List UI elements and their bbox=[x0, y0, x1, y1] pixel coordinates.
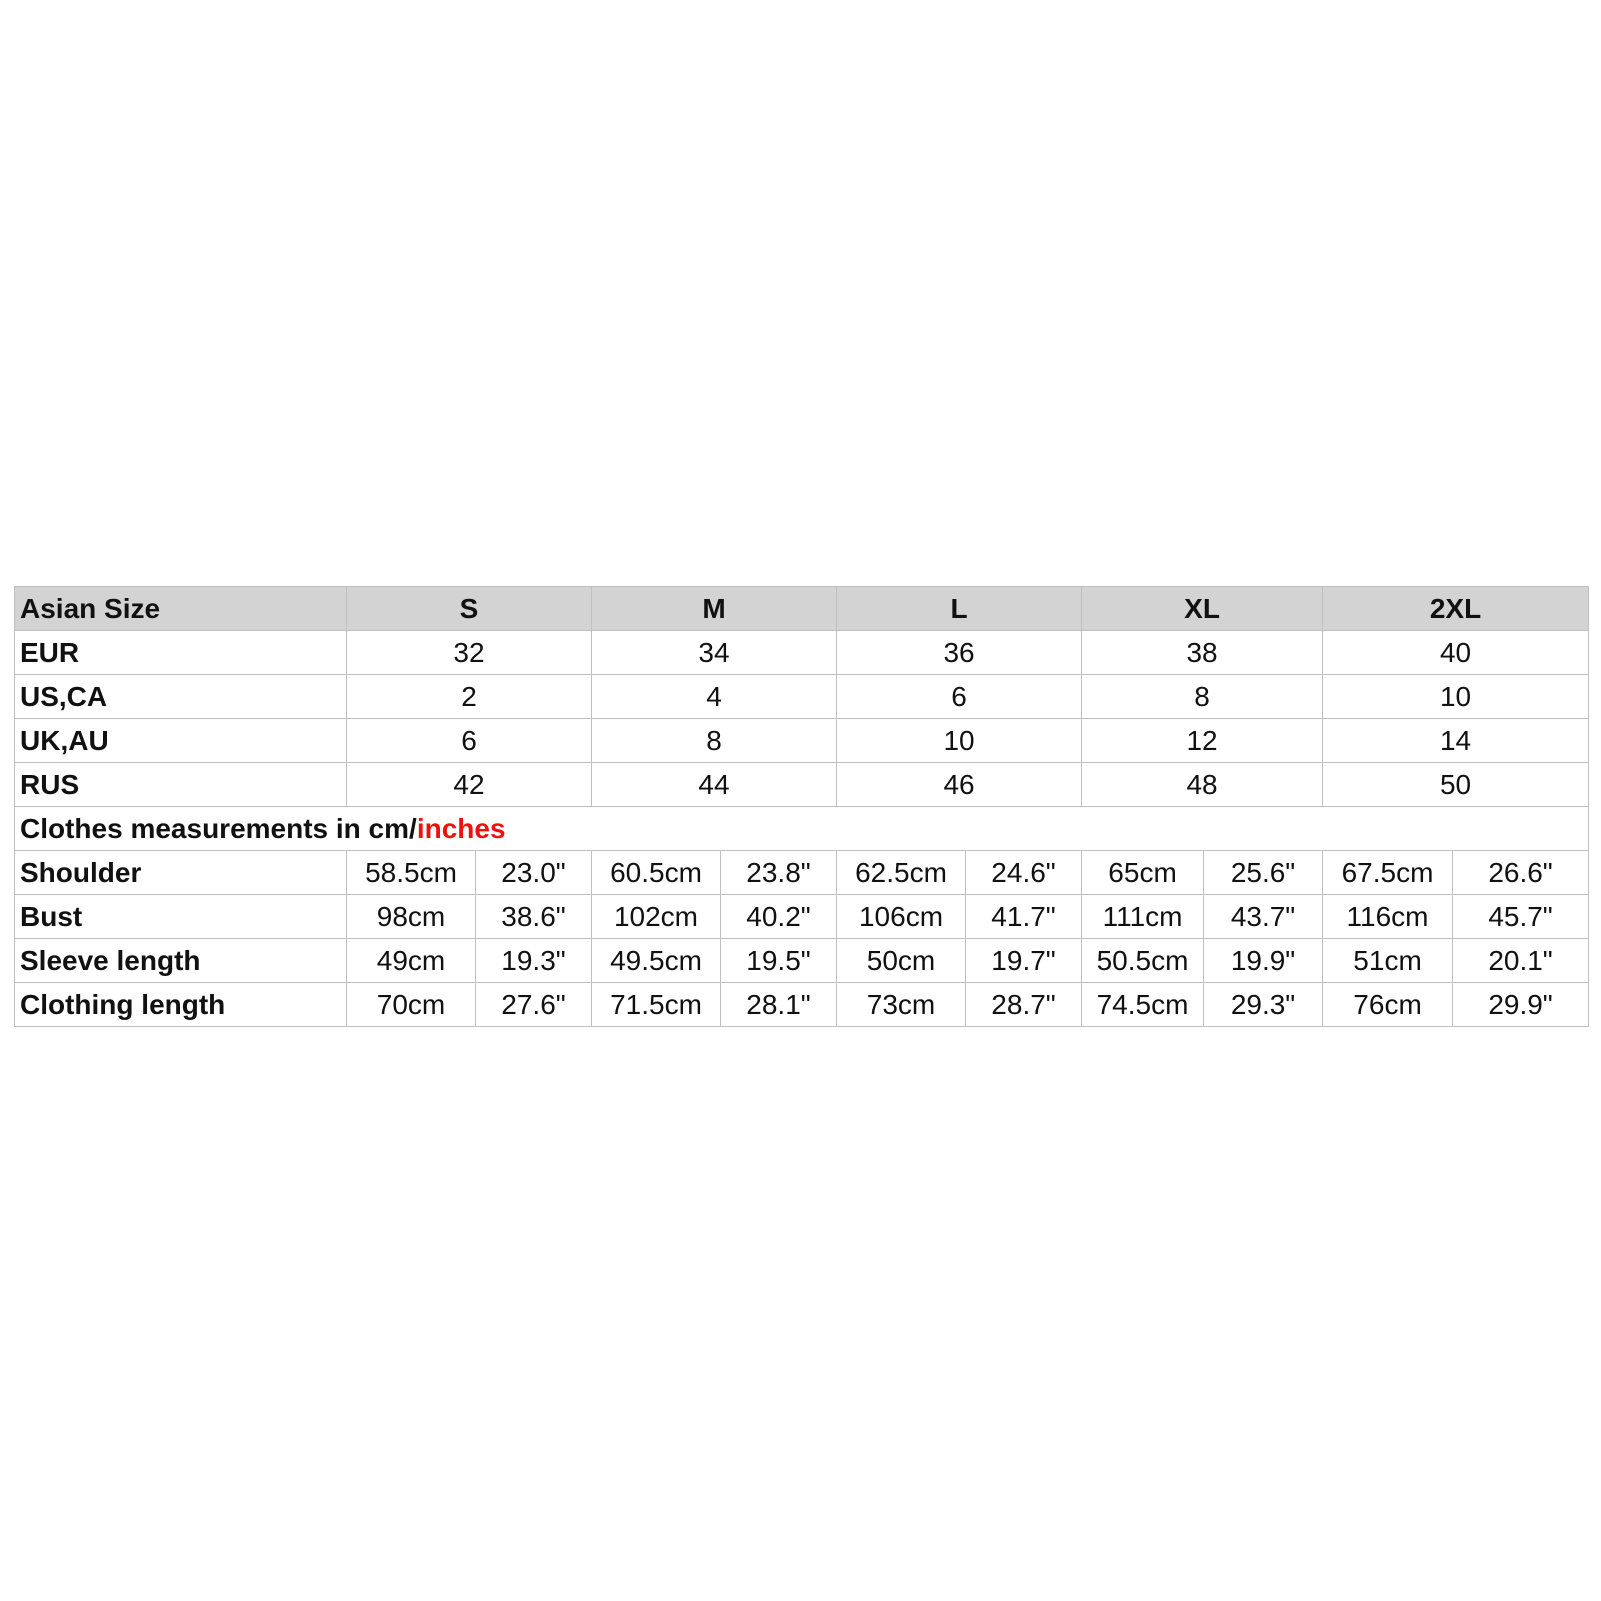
inch-cell: 43.7" bbox=[1204, 895, 1323, 939]
cm-cell: 67.5cm bbox=[1323, 851, 1453, 895]
inch-cell: 41.7" bbox=[966, 895, 1082, 939]
section-suffix: inches bbox=[416, 812, 506, 844]
inch-cell: 19.5" bbox=[721, 939, 837, 983]
table-cell: 36 bbox=[837, 631, 1082, 675]
section-prefix: Clothes measurements in cm/ bbox=[20, 812, 417, 844]
inch-cell: 45.7" bbox=[1453, 895, 1589, 939]
cm-cell: 70cm bbox=[347, 983, 476, 1027]
cm-cell: 102cm bbox=[592, 895, 721, 939]
cm-cell: 51cm bbox=[1323, 939, 1453, 983]
inch-cell: 19.7" bbox=[966, 939, 1082, 983]
size-header-cell: 2XL bbox=[1323, 587, 1589, 631]
inch-cell: 28.1" bbox=[721, 983, 837, 1027]
inch-cell: 23.8" bbox=[721, 851, 837, 895]
inch-cell: 20.1" bbox=[1453, 939, 1589, 983]
table-cell: 32 bbox=[347, 631, 592, 675]
cm-cell: 74.5cm bbox=[1082, 983, 1204, 1027]
size-row-us-ca bbox=[15, 675, 1589, 719]
table-cell: 10 bbox=[837, 719, 1082, 763]
inch-cell: 28.7" bbox=[966, 983, 1082, 1027]
size-row-rus bbox=[15, 763, 1589, 807]
inch-cell: 23.0" bbox=[476, 851, 592, 895]
cm-cell: 50cm bbox=[837, 939, 966, 983]
size-chart bbox=[14, 586, 1588, 1027]
cm-cell: 76cm bbox=[1323, 983, 1453, 1027]
measure-row-shoulder bbox=[15, 851, 1589, 895]
table-cell: 38 bbox=[1082, 631, 1323, 675]
size-row-uk-au bbox=[15, 719, 1589, 763]
table-cell: 8 bbox=[592, 719, 837, 763]
size-row-eur bbox=[15, 631, 1589, 675]
row-label: Bust bbox=[15, 895, 347, 939]
cm-cell: 60.5cm bbox=[592, 851, 721, 895]
table-cell: 50 bbox=[1323, 763, 1589, 807]
inch-cell: 25.6" bbox=[1204, 851, 1323, 895]
table-cell: 12 bbox=[1082, 719, 1323, 763]
table-cell: 14 bbox=[1323, 719, 1589, 763]
table-cell: 42 bbox=[347, 763, 592, 807]
row-label: US,CA bbox=[15, 675, 347, 719]
measure-row-bust bbox=[15, 895, 1589, 939]
inch-cell: 26.6" bbox=[1453, 851, 1589, 895]
cm-cell: 98cm bbox=[347, 895, 476, 939]
inch-cell: 24.6" bbox=[966, 851, 1082, 895]
table-cell: 6 bbox=[837, 675, 1082, 719]
inch-cell: 38.6" bbox=[476, 895, 592, 939]
size-header-cell: XL bbox=[1082, 587, 1323, 631]
cm-cell: 65cm bbox=[1082, 851, 1204, 895]
header-row bbox=[15, 587, 1589, 631]
table-cell: 46 bbox=[837, 763, 1082, 807]
cm-cell: 49cm bbox=[347, 939, 476, 983]
row-label: Sleeve length bbox=[15, 939, 347, 983]
row-label: Clothing length bbox=[15, 983, 347, 1027]
inch-cell: 29.9" bbox=[1453, 983, 1589, 1027]
row-label: Shoulder bbox=[15, 851, 347, 895]
inch-cell: 40.2" bbox=[721, 895, 837, 939]
table-cell: 6 bbox=[347, 719, 592, 763]
size-header-cell: M bbox=[592, 587, 837, 631]
cm-cell: 71.5cm bbox=[592, 983, 721, 1027]
table-cell: 4 bbox=[592, 675, 837, 719]
header-label: Asian Size bbox=[15, 587, 347, 631]
cm-cell: 62.5cm bbox=[837, 851, 966, 895]
size-header-cell: S bbox=[347, 587, 592, 631]
cm-cell: 116cm bbox=[1323, 895, 1453, 939]
table-cell: 2 bbox=[347, 675, 592, 719]
row-label: RUS bbox=[15, 763, 347, 807]
table-cell: 10 bbox=[1323, 675, 1589, 719]
inch-cell: 19.9" bbox=[1204, 939, 1323, 983]
size-table bbox=[14, 586, 1589, 1027]
section-row bbox=[15, 807, 1589, 851]
table-cell: 44 bbox=[592, 763, 837, 807]
row-label: EUR bbox=[15, 631, 347, 675]
cm-cell: 58.5cm bbox=[347, 851, 476, 895]
cm-cell: 73cm bbox=[837, 983, 966, 1027]
inch-cell: 29.3" bbox=[1204, 983, 1323, 1027]
measure-row-sleeve-length bbox=[15, 939, 1589, 983]
table-cell: 48 bbox=[1082, 763, 1323, 807]
cm-cell: 111cm bbox=[1082, 895, 1204, 939]
cm-cell: 49.5cm bbox=[592, 939, 721, 983]
row-label: UK,AU bbox=[15, 719, 347, 763]
table-cell: 34 bbox=[592, 631, 837, 675]
section-heading bbox=[15, 807, 1589, 851]
cm-cell: 106cm bbox=[837, 895, 966, 939]
table-cell: 8 bbox=[1082, 675, 1323, 719]
table-cell: 40 bbox=[1323, 631, 1589, 675]
inch-cell: 27.6" bbox=[476, 983, 592, 1027]
size-header-cell: L bbox=[837, 587, 1082, 631]
measure-row-clothing-length bbox=[15, 983, 1589, 1027]
inch-cell: 19.3" bbox=[476, 939, 592, 983]
cm-cell: 50.5cm bbox=[1082, 939, 1204, 983]
